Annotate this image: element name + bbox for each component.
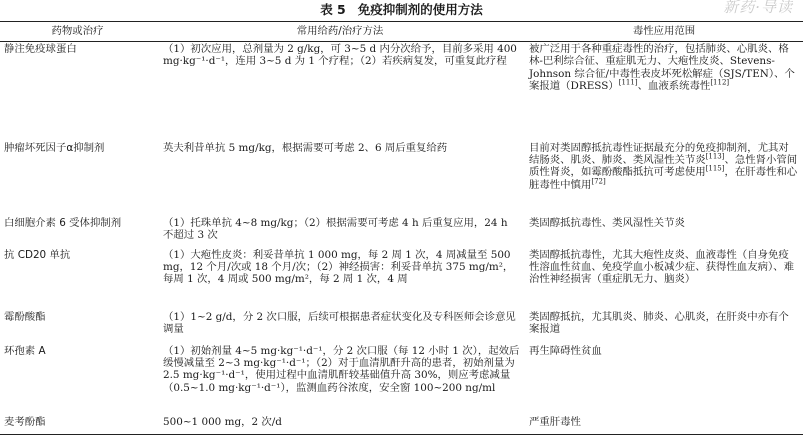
indication-text: 目前对类固醇抵抗毒性证据最充分的免疫抑制剂，尤其对结肠炎、肌炎、肺炎、类风湿性关节炎 — [529, 141, 789, 166]
reference-mark: [72] — [591, 177, 606, 186]
indication-text: 、急性肾小管间质性肾炎，如霉酚酸酯抵抗可考虑使用 — [529, 153, 798, 179]
indication-text: ，在肝毒性和心脏毒性中慎用 — [529, 166, 798, 191]
table-row — [0, 344, 803, 415]
indication-cell: 严重肝毒性 — [525, 415, 803, 435]
drug-cell: 静注免疫球蛋白 — [4, 43, 77, 55]
dosage-cell: 500~1 000 mg，2 次/d — [155, 415, 525, 435]
drug-cell: 白细胞介素 6 受体抑制剂 — [4, 216, 122, 229]
table-header-row — [0, 22, 803, 42]
reference-mark: [113] — [705, 152, 725, 161]
table-row — [0, 216, 803, 248]
drug-cell: 霉酚酸酯 — [4, 310, 46, 323]
table-title-text: 免疫抑制剂的使用方法 — [357, 2, 483, 17]
watermark-logo: 新药·导读 — [723, 0, 793, 16]
indication-cell: 类固醇抵抗毒性、类风湿性关节炎 — [529, 216, 685, 229]
indication-cell: 再生障碍性贫血 — [529, 344, 602, 357]
table-row — [0, 415, 803, 435]
drug-cell: 环孢素 A — [4, 344, 46, 357]
indication-text: 被广泛用于各种重症毒性的治疗，包括肺炎、心肌炎、格林-巴利综合征、重症肌无力、大疱性皮炎、Stevens-Johnson 综合征/中毒性表皮坏死松解症（SJS/TEN）、个案报道（DRESS） — [529, 43, 795, 93]
dosage-cell: （1）初次应用，总剂量为 2 g/kg，可 3~5 d 内分次给予，目前多采用 400 mg·kg⁻¹·d⁻¹，连用 3~5 d 为 1 个疗程；（2）若疾病复发，可重复此疗程 — [163, 43, 517, 68]
dosage-cell: （1）1~2 g/d，分 2 次口服，后续可根据患者症状变化及专科医师会诊意见调量 — [163, 310, 516, 335]
column-header-indication: 毒性应用范围 — [525, 22, 803, 42]
drug-cell: 肿瘤坏死因子α抑制剂 — [4, 141, 105, 154]
indication-text: 、血液系统毒性 — [637, 80, 711, 93]
indication-cell: 类固醇抵抗，尤其肌炎、肺炎、心肌炎，在肝炎中亦有个案报道 — [529, 310, 789, 335]
drug-cell: 麦考酚酯 — [0, 415, 155, 435]
reference-mark: [112] — [710, 78, 730, 87]
indication-cell: 类固醇抵抗毒性，尤其大疱性皮炎、血液毒性（自身免疫性溶血性贫血、免疫学血小板减少症、获得性血友病）、难治性神经损害（重症肌无力、脑炎） — [529, 248, 794, 286]
reference-mark: [111] — [618, 78, 638, 87]
table-number: 表 5 — [320, 2, 346, 17]
column-header-dosage: 常用给药/治疗方法 — [155, 22, 525, 42]
dosage-cell: 英夫利昔单抗 5 mg/kg，根据需要可考虑 2、6 周后重复给药 — [163, 141, 448, 154]
dosage-cell: （1）大疱性皮炎：利妥昔单抗 1 000 mg，每 2 周 1 次，4 周减量至 500 mg，12 个月/次或 18 个月/次；（2）神经损害：利妥昔单抗 375 mg/m²，每周 1 次，4 周或 500 mg/m²，每 2 周 1 次，4 周 — [163, 248, 514, 286]
table-title — [0, 0, 803, 22]
reference-mark: [115] — [705, 164, 725, 173]
dosage-cell: （1）托珠单抗 4~8 mg/kg；（2）根据需要可考虑 4 h 后重复应用，24 h 不超过 3 次 — [163, 216, 508, 241]
indication-cell — [525, 141, 803, 216]
table-row — [0, 42, 803, 141]
indication-cell — [525, 42, 803, 141]
column-header-drug: 药物或治疗 — [0, 22, 155, 42]
drug-cell: 抗 CD20 单抗 — [4, 248, 71, 261]
immunosuppressant-table — [0, 21, 803, 435]
table-row — [0, 248, 803, 310]
table-row — [0, 310, 803, 344]
table-row — [0, 141, 803, 216]
dosage-cell: （1）初始剂量 4~5 mg·kg⁻¹·d⁻¹，分 2 次口服（每 12 小时 1 次），起效后缓慢减量至 2~3 mg·kg⁻¹·d⁻¹；（2）对于血清肌酐升高的患者，初始剂量为 2.5 mg·kg⁻¹·d⁻¹，使用过程中血清肌酐较基础值升高 30%，则应考虑减量（0.5~1.0 mg·kg⁻¹·d⁻¹），监测血药谷浓度，安全窗 100~200 ng/ml — [163, 344, 520, 394]
